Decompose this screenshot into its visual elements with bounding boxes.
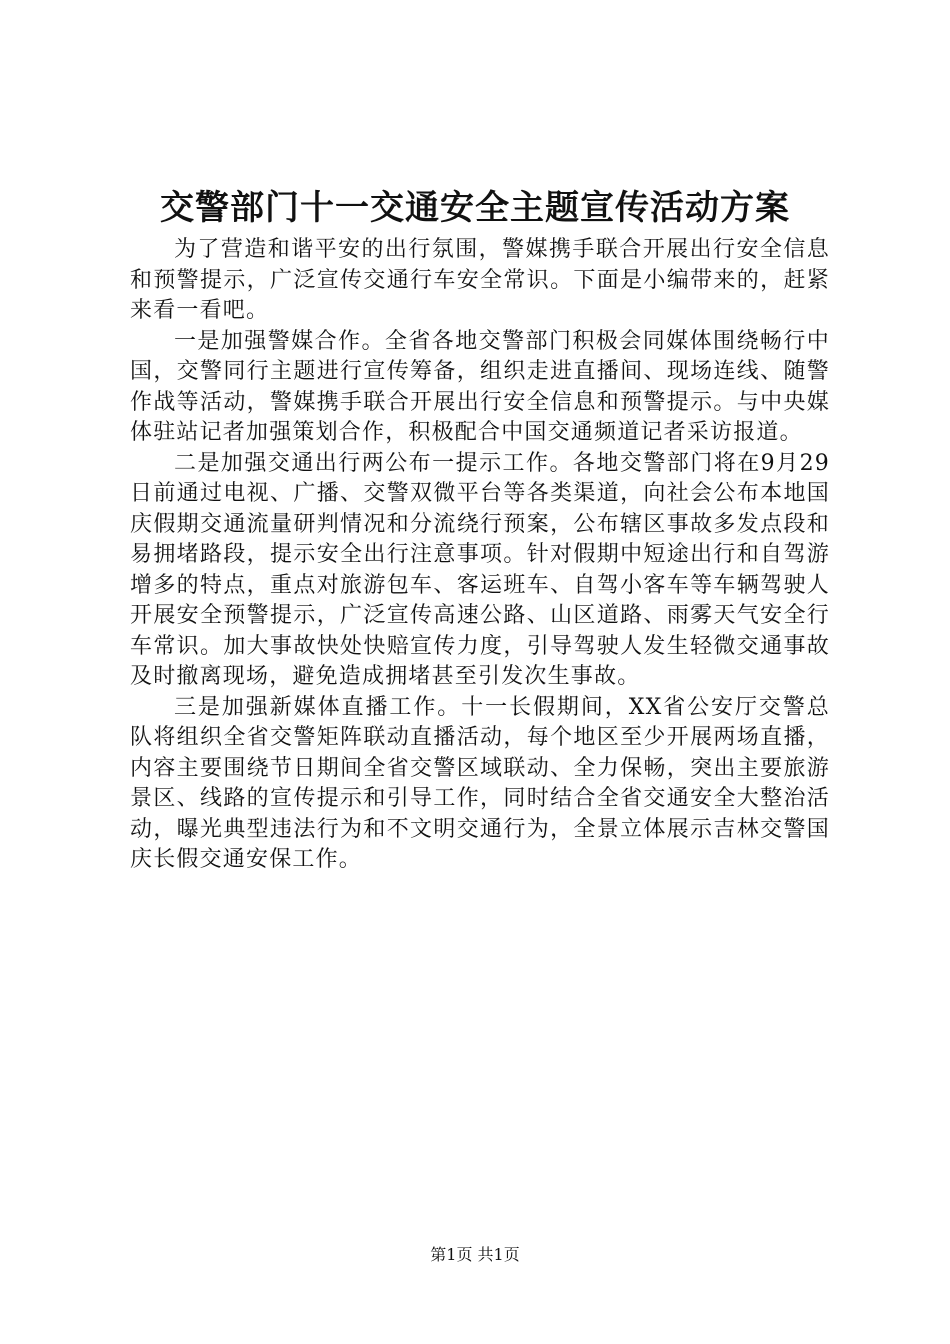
paragraph-travel-notice: 二是加强交通出行两公布一提示工作。各地交警部门将在9月29日前通过电视、广播、交警双微平台等各类渠道，向社会公布本地国庆假期交通流量研判情况和分流绕行预案，公布辖区事故多发点段和易拥堵路段，提示安全出行注意事项。针对假期中短途出行和自驾游增多的特点，重点对旅游包车、客运班车、自驾小客车等车辆驾驶人开展安全预警提示，广泛宣传高速公路、山区道路、雨雾天气安全行车常识。加大事故快处快赔宣传力度，引导驾驶人发生轻微交通事故及时撤离现场，避免造成拥堵甚至引发次生事故。 xyxy=(130,450,830,689)
paragraph-intro: 为了营造和谐平安的出行氛围，警媒携手联合开展出行安全信息和预警提示，广泛宣传交通行车安全常识。下面是小编带来的，赶紧来看一看吧。 xyxy=(130,237,830,323)
document-body xyxy=(130,235,830,876)
paragraph-live-broadcast: 三是加强新媒体直播工作。十一长假期间，XX省公安厅交警总队将组织全省交警矩阵联动直播活动，每个地区至少开展两场直播，内容主要围绕节日期间全省交警区域联动、全力保畅，突出主要旅游景区、线路的宣传提示和引导工作，同时结合全省交通安全大整治活动，曝光典型违法行为和不文明交通行为，全景立体展示吉林交警国庆长假交通安保工作。 xyxy=(130,694,830,872)
document-title: 交警部门十一交通安全主题宣传活动方案 xyxy=(160,188,790,228)
paragraph-media-cooperation: 一是加强警媒合作。全省各地交警部门积极会同媒体围绕畅行中国，交警同行主题进行宣传筹备，组织走进直播间、现场连线、随警作战等活动，警媒携手联合开展出行安全信息和预警提示。与中央媒体驻站记者加强策划合作，积极配合中国交通频道记者采访报道。 xyxy=(130,328,830,445)
page-footer: 第1页 共1页 xyxy=(430,1245,520,1264)
